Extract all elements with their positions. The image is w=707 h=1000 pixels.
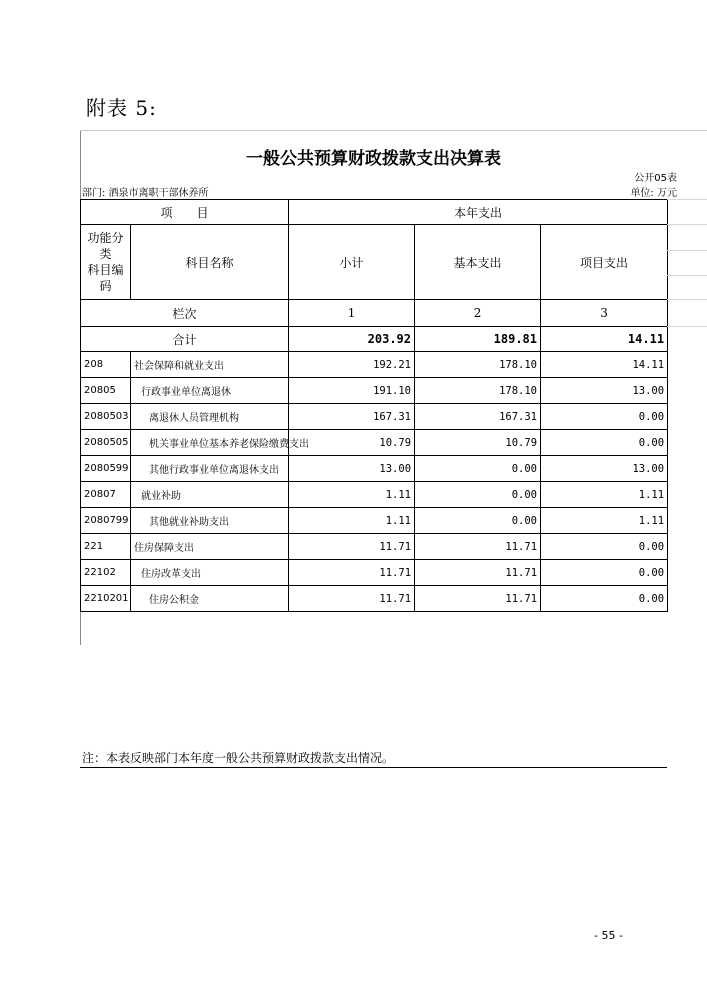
table-row bbox=[81, 534, 668, 560]
table-note: 注：本表反映部门本年度一般公共预算财政拨款支出情况。 bbox=[82, 751, 395, 765]
header-basic: 基本支出 bbox=[415, 225, 541, 300]
header-col2: 2 bbox=[415, 300, 541, 327]
table-row bbox=[81, 404, 668, 430]
row-basic: 11.71 bbox=[415, 534, 541, 560]
table-row bbox=[81, 482, 668, 508]
row-name: 离退休人员管理机构 bbox=[131, 404, 289, 430]
row-name: 行政事业单位离退休 bbox=[131, 378, 289, 404]
note-bottom-border bbox=[80, 767, 667, 768]
row-project: 14.11 bbox=[541, 352, 668, 378]
row-name: 其他就业补助支出 bbox=[131, 508, 289, 534]
header-current-year: 本年支出 bbox=[289, 200, 668, 225]
unit-label: 单位: 万元 bbox=[630, 188, 677, 199]
header-row-3 bbox=[81, 300, 668, 327]
row-name: 机关事业单位基本养老保险缴费支出 bbox=[131, 430, 289, 456]
row-subtotal: 192.21 bbox=[289, 352, 415, 378]
row-code: 2080505 bbox=[81, 430, 131, 456]
page-number: - 55 - bbox=[594, 929, 623, 942]
table-row bbox=[81, 586, 668, 612]
row-basic: 178.10 bbox=[415, 378, 541, 404]
row-project: 1.11 bbox=[541, 508, 668, 534]
row-project: 13.00 bbox=[541, 456, 668, 482]
table-row bbox=[81, 508, 668, 534]
grid-extension-line bbox=[667, 326, 707, 327]
row-project: 0.00 bbox=[541, 404, 668, 430]
row-subtotal: 11.71 bbox=[289, 560, 415, 586]
row-project: 0.00 bbox=[541, 534, 668, 560]
row-code: 2080599 bbox=[81, 456, 131, 482]
grid-extension-line bbox=[667, 224, 707, 225]
row-project: 0.00 bbox=[541, 430, 668, 456]
row-name: 住房公积金 bbox=[131, 586, 289, 612]
sheet-top-border bbox=[80, 130, 707, 131]
header-row-1 bbox=[81, 200, 668, 225]
department-label: 部门: 酒泉市离职干部休养所 bbox=[82, 188, 209, 199]
row-code: 20805 bbox=[81, 378, 131, 404]
header-subtotal: 小计 bbox=[289, 225, 415, 300]
appendix-label: 附表 5: bbox=[86, 96, 157, 120]
grid-extension-line bbox=[667, 199, 707, 200]
row-subtotal: 191.10 bbox=[289, 378, 415, 404]
total-label: 合计 bbox=[81, 327, 289, 352]
row-basic: 167.31 bbox=[415, 404, 541, 430]
row-subtotal: 1.11 bbox=[289, 482, 415, 508]
table-row bbox=[81, 378, 668, 404]
total-project: 14.11 bbox=[541, 327, 668, 352]
row-basic: 0.00 bbox=[415, 482, 541, 508]
row-subtotal: 1.11 bbox=[289, 508, 415, 534]
table-title: 一般公共预算财政拨款支出决算表 bbox=[246, 149, 501, 169]
row-name: 社会保障和就业支出 bbox=[131, 352, 289, 378]
budget-table bbox=[80, 199, 668, 612]
total-subtotal: 203.92 bbox=[289, 327, 415, 352]
row-code: 2080799 bbox=[81, 508, 131, 534]
header-project: 项目支出 bbox=[541, 225, 668, 300]
table-row bbox=[81, 352, 668, 378]
row-project: 0.00 bbox=[541, 586, 668, 612]
row-subtotal: 167.31 bbox=[289, 404, 415, 430]
row-code: 208 bbox=[81, 352, 131, 378]
header-col3: 3 bbox=[541, 300, 668, 327]
grid-extension-line bbox=[667, 299, 707, 300]
row-code: 2080503 bbox=[81, 404, 131, 430]
grid-extension-line bbox=[667, 275, 707, 276]
table-row bbox=[81, 430, 668, 456]
row-project: 0.00 bbox=[541, 560, 668, 586]
spreadsheet-area bbox=[80, 130, 707, 765]
row-basic: 0.00 bbox=[415, 508, 541, 534]
header-col1: 1 bbox=[289, 300, 415, 327]
header-row-2 bbox=[81, 225, 668, 300]
row-basic: 11.71 bbox=[415, 560, 541, 586]
grid-extension-line bbox=[667, 250, 707, 251]
form-code: 公开05表 bbox=[634, 173, 677, 184]
row-subtotal: 13.00 bbox=[289, 456, 415, 482]
row-name: 住房保障支出 bbox=[131, 534, 289, 560]
row-project: 13.00 bbox=[541, 378, 668, 404]
row-subtotal: 10.79 bbox=[289, 430, 415, 456]
row-name: 住房改革支出 bbox=[131, 560, 289, 586]
row-name: 就业补助 bbox=[131, 482, 289, 508]
row-basic: 0.00 bbox=[415, 456, 541, 482]
row-code: 2210201 bbox=[81, 586, 131, 612]
row-basic: 178.10 bbox=[415, 352, 541, 378]
header-name: 科目名称 bbox=[131, 225, 289, 300]
table-row bbox=[81, 560, 668, 586]
total-basic: 189.81 bbox=[415, 327, 541, 352]
header-row-no: 栏次 bbox=[81, 300, 289, 327]
row-code: 221 bbox=[81, 534, 131, 560]
row-code: 22102 bbox=[81, 560, 131, 586]
row-basic: 10.79 bbox=[415, 430, 541, 456]
row-project: 1.11 bbox=[541, 482, 668, 508]
row-code: 20807 bbox=[81, 482, 131, 508]
row-subtotal: 11.71 bbox=[289, 586, 415, 612]
header-code: 功能分类 科目编码 bbox=[81, 225, 131, 300]
row-basic: 11.71 bbox=[415, 586, 541, 612]
total-row bbox=[81, 327, 668, 352]
row-subtotal: 11.71 bbox=[289, 534, 415, 560]
header-item: 项 目 bbox=[81, 200, 289, 225]
row-name: 其他行政事业单位离退休支出 bbox=[131, 456, 289, 482]
table-row bbox=[81, 456, 668, 482]
